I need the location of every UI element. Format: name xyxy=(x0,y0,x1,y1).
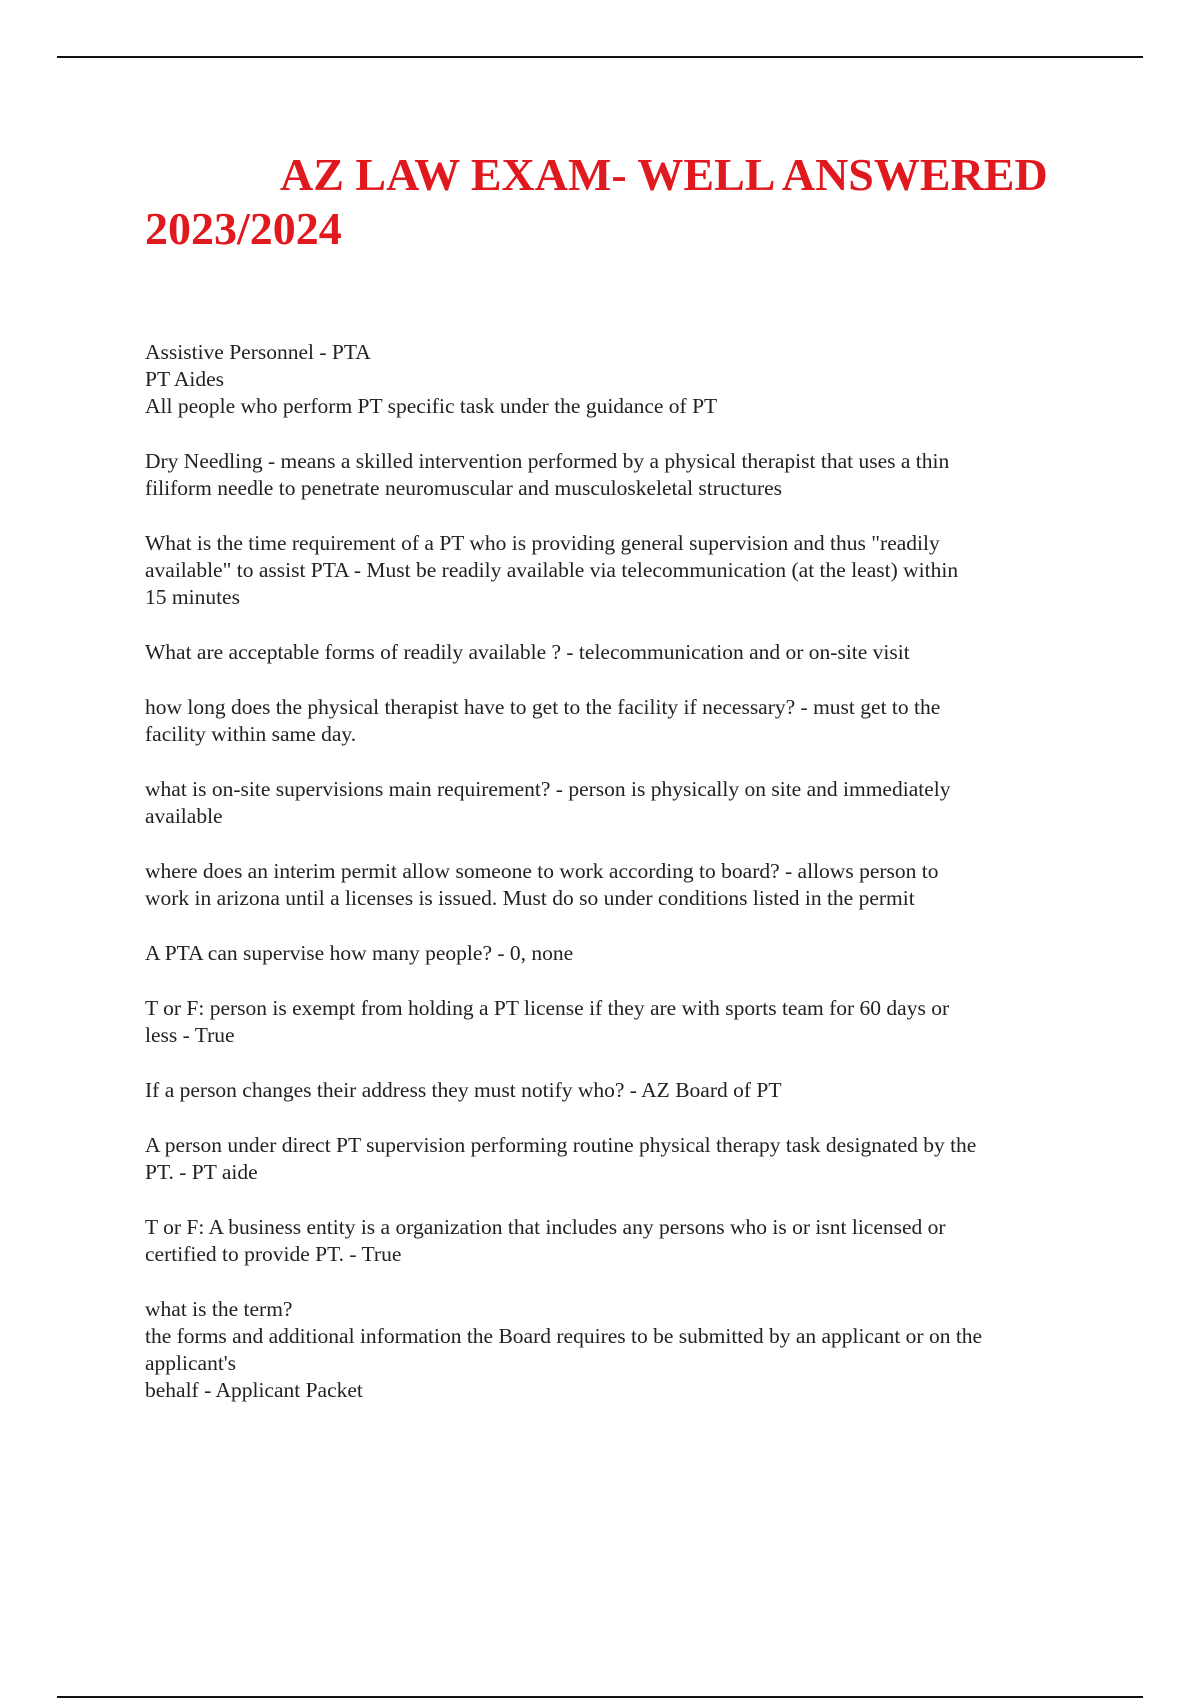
top-divider xyxy=(57,56,1143,58)
qa-block-12: T or F: A business entity is a organization that includes any persons who is or isnt licensed or certified to provide PT. - True xyxy=(145,1215,946,1266)
qa-block-4: What are acceptable forms of readily available ? - telecommunication and or on-site visit xyxy=(145,640,910,664)
bottom-divider xyxy=(57,1696,1143,1698)
qa-block-2: Dry Needling - means a skilled intervention performed by a physical therapist that uses a thin filiform needle to penetrate neuromuscular and musculoskeletal structures xyxy=(145,449,950,500)
qa-block-3: What is the time requirement of a PT who is providing general supervision and thus "readily available" to assist PTA - Must be readily available via telecommunication (at the least) within 15 minutes xyxy=(145,531,959,609)
qa-block-7: where does an interim permit allow someone to work according to board? - allows person to work in arizona until a licenses is issued. Must do so under conditions listed in the permit xyxy=(145,859,939,910)
document-title: AZ LAW EXAM- WELL ANSWERED 2023/2024 xyxy=(145,149,1048,254)
qa-block-13: what is the term? the forms and additional information the Board requires to be submitted by an applicant or on the applicant's behalf - Applicant Packet xyxy=(145,1297,983,1402)
qa-block-8: A PTA can supervise how many people? - 0, none xyxy=(145,941,574,965)
qa-block-10: If a person changes their address they must notify who? - AZ Board of PT xyxy=(145,1078,782,1102)
qa-block-6: what is on-site supervisions main requirement? - person is physically on site and immediately available xyxy=(145,777,951,828)
qa-block-5: how long does the physical therapist have to get to the facility if necessary? - must get to the facility within same day. xyxy=(145,695,941,746)
document-body xyxy=(145,339,1090,1432)
qa-block-1: Assistive Personnel - PTA PT Aides All people who perform PT specific task under the guidance of PT xyxy=(145,340,718,418)
qa-block-9: T or F: person is exempt from holding a PT license if they are with sports team for 60 days or less - True xyxy=(145,996,950,1047)
qa-block-11: A person under direct PT supervision performing routine physical therapy task designated by the PT. - PT aide xyxy=(145,1133,977,1184)
